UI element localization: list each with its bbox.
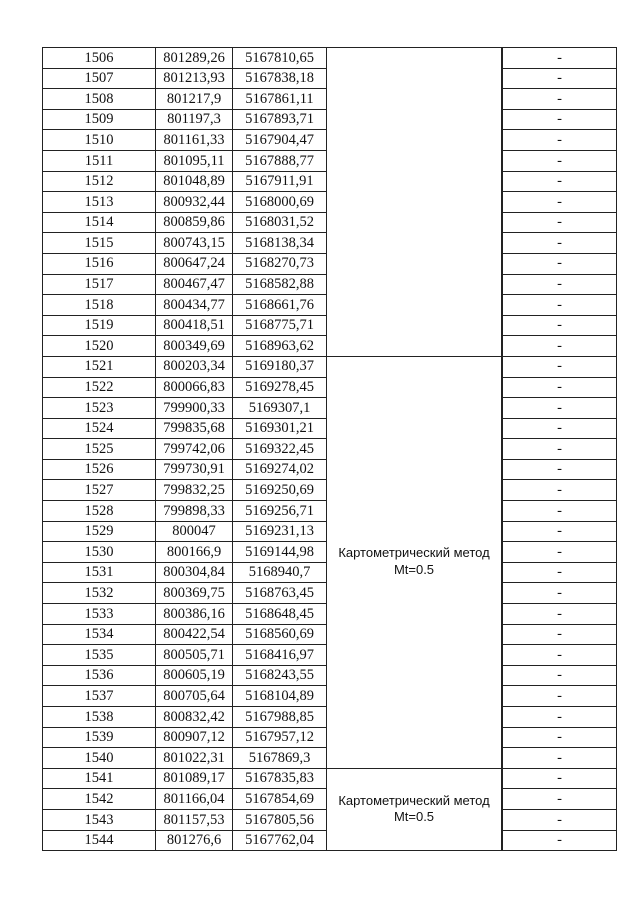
note-cell: - [503, 150, 617, 171]
y-coordinate-cell: 5168031,52 [233, 212, 327, 233]
x-coordinate-cell: 800369,75 [156, 583, 233, 604]
y-coordinate-cell: 5168763,45 [233, 583, 327, 604]
x-coordinate-cell: 801022,31 [156, 748, 233, 769]
y-coordinate-cell: 5167893,71 [233, 109, 327, 130]
x-coordinate-cell: 800434,77 [156, 295, 233, 316]
note-cell: - [503, 233, 617, 254]
note-cell: - [503, 583, 617, 604]
point-number-cell: 1515 [43, 233, 156, 254]
y-coordinate-cell: 5167861,11 [233, 89, 327, 110]
note-cell: - [503, 480, 617, 501]
method-accuracy: Mt=0.5 [393, 562, 435, 578]
y-coordinate-cell: 5169180,37 [233, 356, 327, 377]
x-coordinate-cell: 800047 [156, 521, 233, 542]
point-number-cell: 1542 [43, 789, 156, 810]
x-coordinate-cell: 801197,3 [156, 109, 233, 130]
y-coordinate-cell: 5168138,34 [233, 233, 327, 254]
x-coordinate-cell: 800203,34 [156, 356, 233, 377]
x-coordinate-cell: 800386,16 [156, 604, 233, 625]
point-number-cell: 1513 [43, 192, 156, 213]
x-coordinate-cell: 800605,19 [156, 665, 233, 686]
point-number-cell: 1525 [43, 439, 156, 460]
point-number-cell: 1508 [43, 89, 156, 110]
x-coordinate-cell: 800743,15 [156, 233, 233, 254]
x-coordinate-cell: 801089,17 [156, 768, 233, 789]
table-row [43, 768, 617, 789]
note-cell: - [503, 274, 617, 295]
point-number-cell: 1531 [43, 562, 156, 583]
note-cell: - [503, 521, 617, 542]
y-coordinate-cell: 5168775,71 [233, 315, 327, 336]
x-coordinate-cell: 800422,54 [156, 624, 233, 645]
note-cell: - [503, 768, 617, 789]
x-coordinate-cell: 801157,53 [156, 809, 233, 830]
x-coordinate-cell: 801161,33 [156, 130, 233, 151]
x-coordinate-cell: 801276,6 [156, 830, 233, 851]
note-cell: - [503, 459, 617, 480]
y-coordinate-cell: 5167911,91 [233, 171, 327, 192]
point-number-cell: 1526 [43, 459, 156, 480]
point-number-cell: 1543 [43, 809, 156, 830]
point-number-cell: 1523 [43, 398, 156, 419]
y-coordinate-cell: 5169307,1 [233, 398, 327, 419]
point-number-cell: 1520 [43, 336, 156, 357]
point-number-cell: 1507 [43, 68, 156, 89]
x-coordinate-cell: 800932,44 [156, 192, 233, 213]
note-cell: - [503, 748, 617, 769]
y-coordinate-cell: 5168582,88 [233, 274, 327, 295]
note-cell: - [503, 501, 617, 522]
method-cell [327, 768, 502, 850]
note-cell: - [503, 789, 617, 810]
y-coordinate-cell: 5168243,55 [233, 665, 327, 686]
note-cell: - [503, 439, 617, 460]
x-coordinate-cell: 800467,47 [156, 274, 233, 295]
note-cell: - [503, 604, 617, 625]
note-cell: - [503, 253, 617, 274]
y-coordinate-cell: 5167835,83 [233, 768, 327, 789]
y-coordinate-cell: 5169301,21 [233, 418, 327, 439]
x-coordinate-cell: 800907,12 [156, 727, 233, 748]
y-coordinate-cell: 5169231,13 [233, 521, 327, 542]
method-cell [327, 356, 502, 768]
y-coordinate-cell: 5168000,69 [233, 192, 327, 213]
note-cell: - [503, 130, 617, 151]
point-number-cell: 1540 [43, 748, 156, 769]
note-cell: - [503, 645, 617, 666]
note-cell: - [503, 830, 617, 851]
x-coordinate-cell: 799900,33 [156, 398, 233, 419]
y-coordinate-cell: 5168416,97 [233, 645, 327, 666]
note-cell: - [503, 542, 617, 563]
x-coordinate-cell: 800066,83 [156, 377, 233, 398]
y-coordinate-cell: 5168940,7 [233, 562, 327, 583]
note-cell: - [503, 418, 617, 439]
x-coordinate-cell: 799835,68 [156, 418, 233, 439]
point-number-cell: 1517 [43, 274, 156, 295]
table-row [43, 48, 617, 69]
note-cell: - [503, 109, 617, 130]
point-number-cell: 1535 [43, 645, 156, 666]
x-coordinate-cell: 800418,51 [156, 315, 233, 336]
y-coordinate-cell: 5169274,02 [233, 459, 327, 480]
x-coordinate-cell: 799898,33 [156, 501, 233, 522]
coordinates-table [42, 47, 617, 851]
point-number-cell: 1534 [43, 624, 156, 645]
note-cell: - [503, 192, 617, 213]
y-coordinate-cell: 5167888,77 [233, 150, 327, 171]
method-cell [327, 48, 502, 357]
x-coordinate-cell: 801213,93 [156, 68, 233, 89]
point-number-cell: 1518 [43, 295, 156, 316]
y-coordinate-cell: 5168648,45 [233, 604, 327, 625]
point-number-cell: 1514 [43, 212, 156, 233]
note-cell: - [503, 707, 617, 728]
y-coordinate-cell: 5169144,98 [233, 542, 327, 563]
x-coordinate-cell: 800349,69 [156, 336, 233, 357]
point-number-cell: 1529 [43, 521, 156, 542]
point-number-cell: 1537 [43, 686, 156, 707]
y-coordinate-cell: 5167869,3 [233, 748, 327, 769]
note-cell: - [503, 315, 617, 336]
y-coordinate-cell: 5167805,56 [233, 809, 327, 830]
point-number-cell: 1521 [43, 356, 156, 377]
y-coordinate-cell: 5169256,71 [233, 501, 327, 522]
x-coordinate-cell: 800166,9 [156, 542, 233, 563]
x-coordinate-cell: 801048,89 [156, 171, 233, 192]
note-cell: - [503, 809, 617, 830]
x-coordinate-cell: 801166,04 [156, 789, 233, 810]
y-coordinate-cell: 5167988,85 [233, 707, 327, 728]
note-cell: - [503, 48, 617, 69]
y-coordinate-cell: 5169250,69 [233, 480, 327, 501]
coordinates-table-body [43, 48, 617, 851]
method-name: Картометрический метод [338, 545, 490, 561]
x-coordinate-cell: 799730,91 [156, 459, 233, 480]
x-coordinate-cell: 800304,84 [156, 562, 233, 583]
x-coordinate-cell: 801289,26 [156, 48, 233, 69]
method-name: Картометрический метод [338, 792, 490, 808]
x-coordinate-cell: 800505,71 [156, 645, 233, 666]
point-number-cell: 1509 [43, 109, 156, 130]
y-coordinate-cell: 5169322,45 [233, 439, 327, 460]
y-coordinate-cell: 5167854,69 [233, 789, 327, 810]
y-coordinate-cell: 5168661,76 [233, 295, 327, 316]
point-number-cell: 1536 [43, 665, 156, 686]
table-row [43, 356, 617, 377]
note-cell: - [503, 171, 617, 192]
point-number-cell: 1528 [43, 501, 156, 522]
point-number-cell: 1506 [43, 48, 156, 69]
note-cell: - [503, 624, 617, 645]
x-coordinate-cell: 799742,06 [156, 439, 233, 460]
x-coordinate-cell: 799832,25 [156, 480, 233, 501]
note-cell: - [503, 727, 617, 748]
point-number-cell: 1524 [43, 418, 156, 439]
x-coordinate-cell: 801095,11 [156, 150, 233, 171]
note-cell: - [503, 68, 617, 89]
point-number-cell: 1527 [43, 480, 156, 501]
note-cell: - [503, 295, 617, 316]
point-number-cell: 1539 [43, 727, 156, 748]
x-coordinate-cell: 800705,64 [156, 686, 233, 707]
point-number-cell: 1532 [43, 583, 156, 604]
x-coordinate-cell: 801217,9 [156, 89, 233, 110]
point-number-cell: 1522 [43, 377, 156, 398]
x-coordinate-cell: 800859,86 [156, 212, 233, 233]
y-coordinate-cell: 5167762,04 [233, 830, 327, 851]
y-coordinate-cell: 5167957,12 [233, 727, 327, 748]
point-number-cell: 1538 [43, 707, 156, 728]
x-coordinate-cell: 800832,42 [156, 707, 233, 728]
note-cell: - [503, 89, 617, 110]
note-cell: - [503, 562, 617, 583]
y-coordinate-cell: 5167838,18 [233, 68, 327, 89]
y-coordinate-cell: 5168560,69 [233, 624, 327, 645]
point-number-cell: 1512 [43, 171, 156, 192]
y-coordinate-cell: 5167904,47 [233, 130, 327, 151]
note-cell: - [503, 336, 617, 357]
note-cell: - [503, 665, 617, 686]
y-coordinate-cell: 5169278,45 [233, 377, 327, 398]
point-number-cell: 1519 [43, 315, 156, 336]
point-number-cell: 1533 [43, 604, 156, 625]
point-number-cell: 1511 [43, 150, 156, 171]
point-number-cell: 1510 [43, 130, 156, 151]
y-coordinate-cell: 5167810,65 [233, 48, 327, 69]
note-cell: - [503, 377, 617, 398]
y-coordinate-cell: 5168963,62 [233, 336, 327, 357]
point-number-cell: 1516 [43, 253, 156, 274]
point-number-cell: 1541 [43, 768, 156, 789]
y-coordinate-cell: 5168270,73 [233, 253, 327, 274]
point-number-cell: 1544 [43, 830, 156, 851]
method-accuracy: Mt=0.5 [393, 809, 435, 825]
note-cell: - [503, 212, 617, 233]
note-cell: - [503, 686, 617, 707]
note-cell: - [503, 398, 617, 419]
x-coordinate-cell: 800647,24 [156, 253, 233, 274]
note-cell: - [503, 356, 617, 377]
point-number-cell: 1530 [43, 542, 156, 563]
y-coordinate-cell: 5168104,89 [233, 686, 327, 707]
